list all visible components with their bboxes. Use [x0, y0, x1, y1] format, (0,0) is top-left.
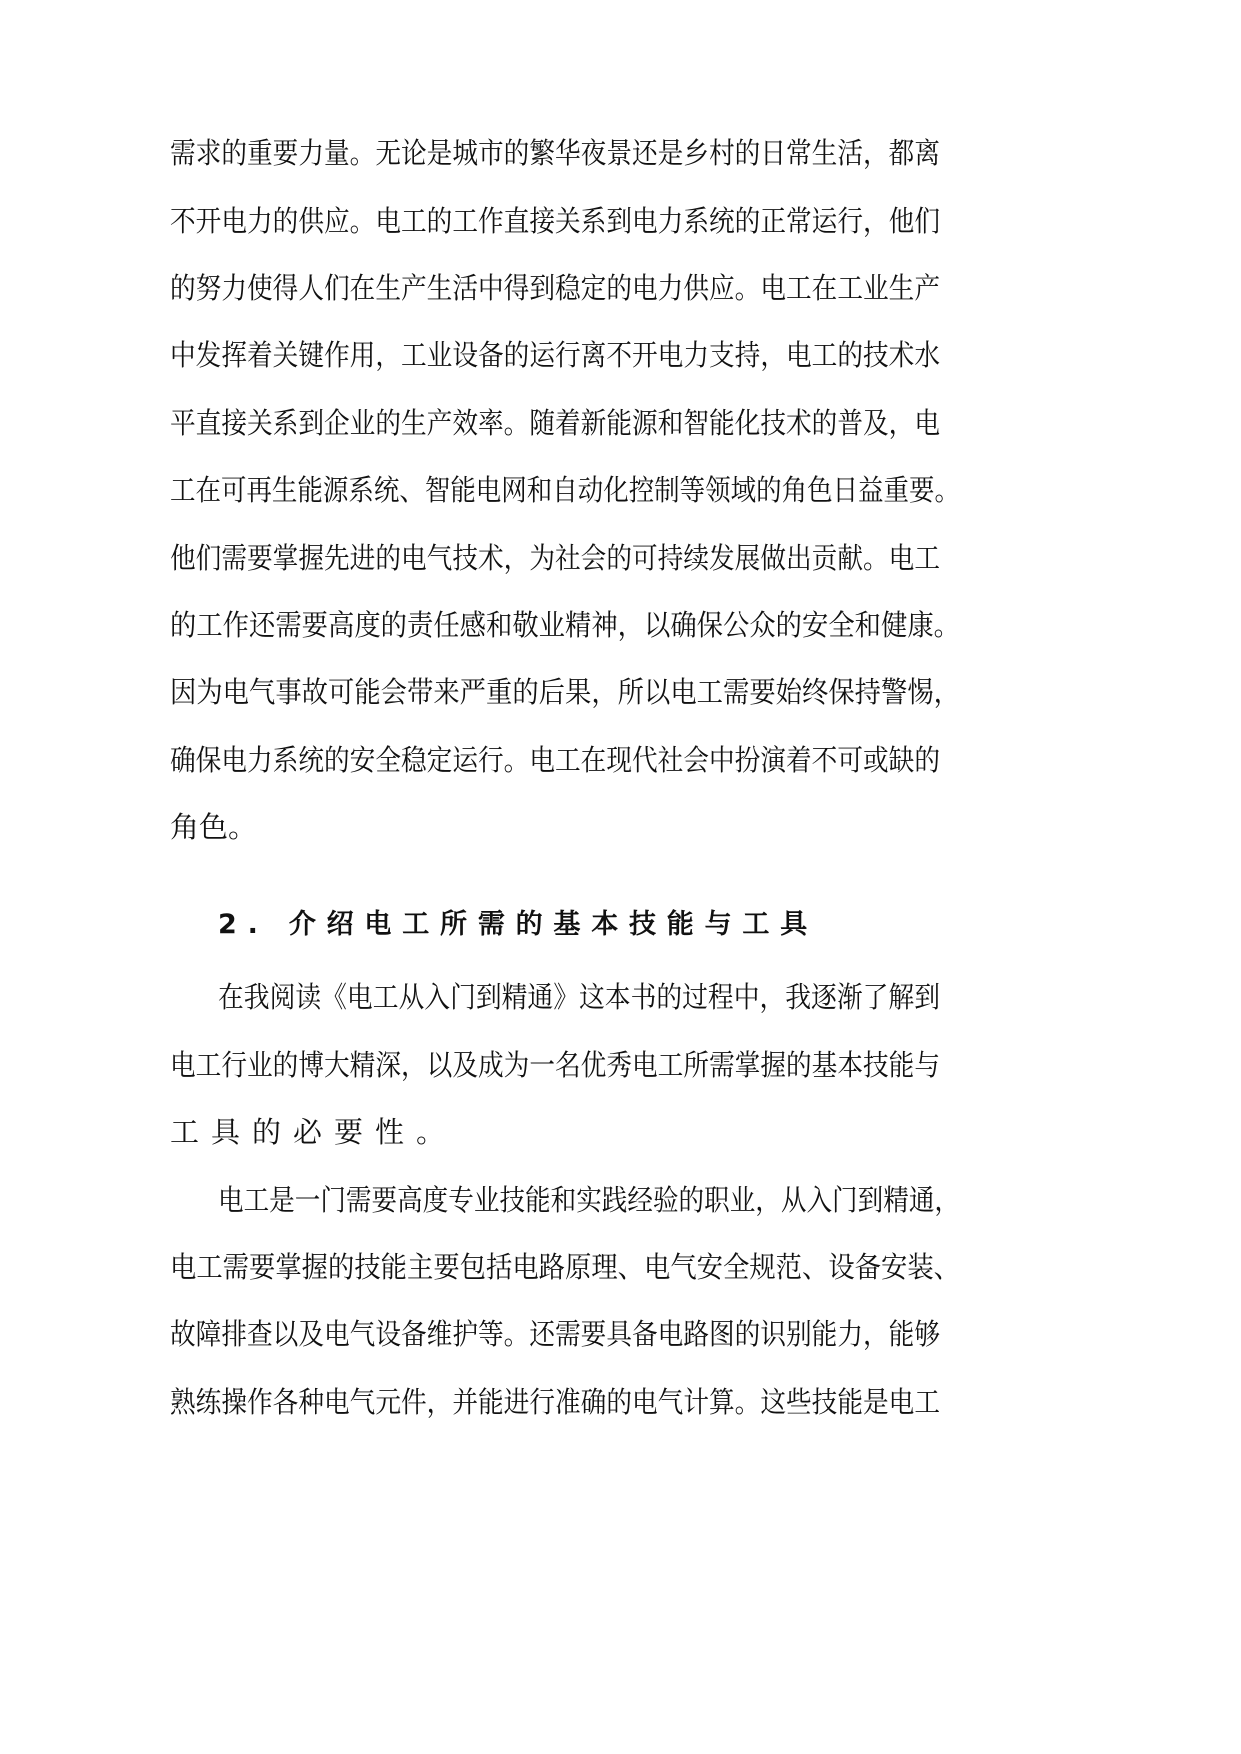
paragraph-1-line-1: 需求的重要力量。无论是城市的繁华夜景还是乡村的日常生活，都离: [170, 136, 940, 170]
paragraph-1-line-8: 的工作还需要高度的责任感和敬业精神，以确保公众的安全和健康。: [170, 608, 960, 642]
paragraph-1-line-11: 角色。: [170, 810, 258, 844]
paragraph-2-line-1: 在我阅读《电工从入门到精通》这本书的过程中，我逐渐了解到: [218, 980, 940, 1014]
paragraph-3-line-2: 电工需要掌握的技能主要包括电路原理、电气安全规范、设备安装、: [170, 1250, 960, 1284]
paragraph-1-line-10: 确保电力系统的安全稳定运行。电工在现代社会中扮演着不可或缺的: [170, 743, 940, 777]
paragraph-1-line-6: 工在可再生能源系统、智能电网和自动化控制等领域的角色日益重要。: [170, 473, 960, 507]
paragraph-2-line-2: 电工行业的博大精深，以及成为一名优秀电工所需掌握的基本技能与: [170, 1048, 940, 1082]
paragraph-3-line-1: 电工是一门需要高度专业技能和实践经验的职业，从入门到精通，: [218, 1183, 960, 1217]
paragraph-3-line-3: 故障排查以及电气设备维护等。还需要具备电路图的识别能力，能够: [170, 1317, 940, 1351]
paragraph-1-line-9: 因为电气事故可能会带来严重的后果，所以电工需要始终保持警惕，: [170, 675, 960, 709]
paragraph-2-line-3: 工具的必要性。: [170, 1115, 458, 1149]
paragraph-1-line-5: 平直接关系到企业的生产效率。随着新能源和智能化技术的普及，电: [170, 406, 940, 440]
section-heading: 2. 介绍电工所需的基本技能与工具: [218, 909, 818, 940]
paragraph-1-line-7: 他们需要掌握先进的电气技术，为社会的可持续发展做出贡献。电工: [170, 541, 940, 575]
paragraph-1-line-3: 的努力使得人们在生产生活中得到稳定的电力供应。电工在工业生产: [170, 271, 940, 305]
paragraph-1-line-2: 不开电力的供应。电工的工作直接关系到电力系统的正常运行，他们: [170, 204, 940, 238]
paragraph-3-line-4: 熟练操作各种电气元件，并能进行准确的电气计算。这些技能是电工: [170, 1385, 940, 1419]
paragraph-1-line-4: 中发挥着关键作用，工业设备的运行离不开电力支持，电工的技术水: [170, 338, 940, 372]
